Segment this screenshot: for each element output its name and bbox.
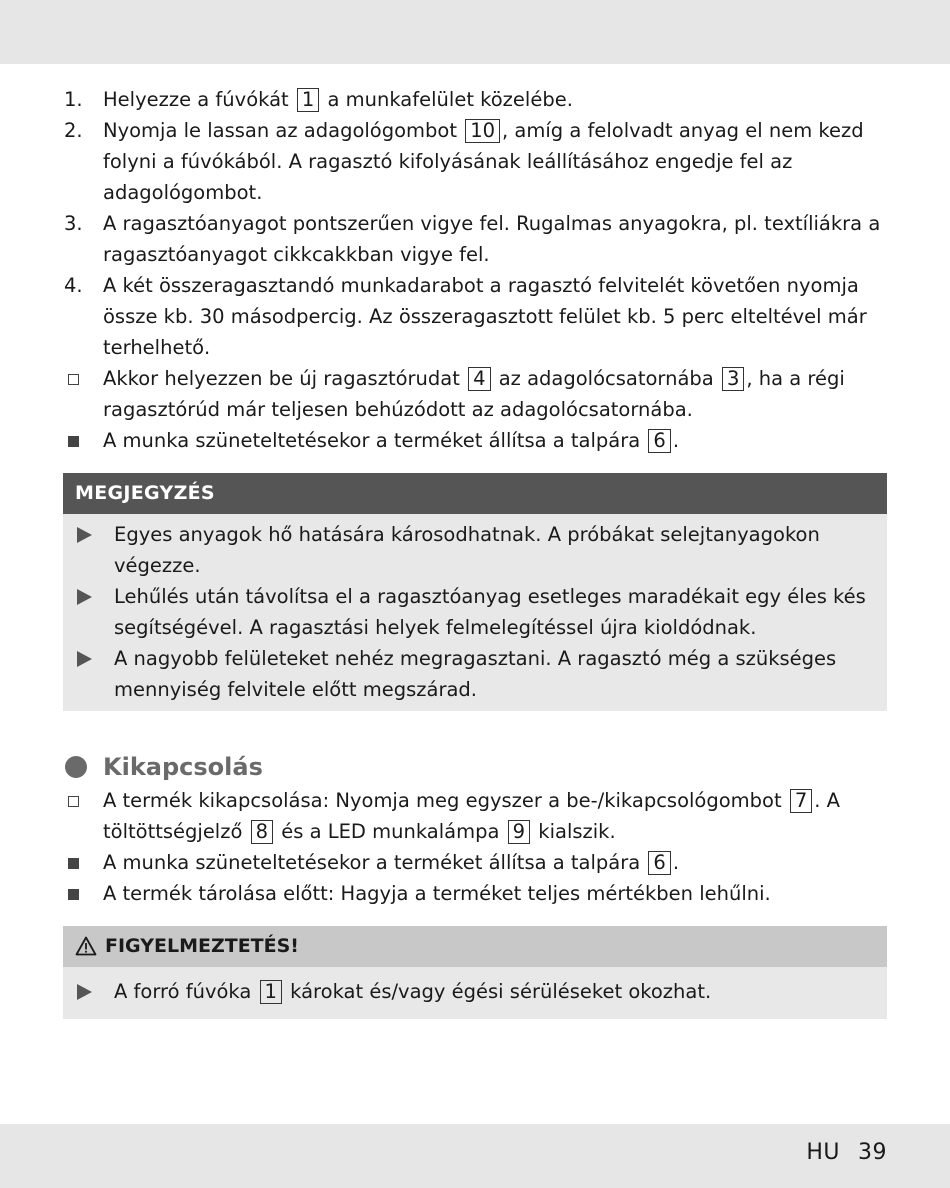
warning-title: FIGYELMEZTETÉS! bbox=[105, 935, 299, 957]
step-number: 4. bbox=[64, 274, 83, 297]
checkbox-square-icon bbox=[68, 374, 79, 385]
page-content bbox=[63, 84, 887, 1019]
note-text: Egyes anyagok hő hatására károsodhatnak. A próbákat selejtanyagokon végezze. bbox=[114, 523, 820, 577]
step-text: , amíg a felolvadt anyag el nem kezd folyni a fúvókából. A ragasztó kifolyásának leállításához engedje fel az adagológombot. bbox=[103, 119, 864, 204]
step-text: Nyomja le lassan az adagológombot bbox=[103, 119, 457, 142]
bullet-text: és a LED munkalámpa bbox=[281, 820, 500, 843]
bullet-text: Akkor helyezzen be új ragasztórudat bbox=[103, 367, 460, 390]
language-code: HU bbox=[806, 1140, 840, 1165]
part-ref: 1 bbox=[297, 88, 319, 112]
bullet-text: . bbox=[672, 429, 680, 452]
part-ref: 10 bbox=[465, 119, 500, 143]
step-number: 2. bbox=[64, 119, 83, 142]
note-text: A nagyobb felületeket nehéz megragasztani. A ragasztó még a szükséges mennyiség felvitele előtt megszárad. bbox=[114, 647, 837, 701]
triangle-right-icon bbox=[77, 651, 92, 667]
warning-header bbox=[63, 926, 887, 967]
step-text: Helyezze a fúvókát bbox=[103, 88, 289, 111]
bullet-text: A munka szüneteltetésekor a terméket állítsa a talpára bbox=[103, 429, 641, 452]
bullet-text: . A töltöttségjelző bbox=[103, 789, 840, 843]
step-2 bbox=[63, 115, 887, 208]
part-ref: 6 bbox=[648, 429, 670, 453]
warning-box bbox=[63, 926, 887, 1019]
part-ref: 1 bbox=[260, 980, 282, 1004]
triangle-right-icon bbox=[77, 984, 92, 1000]
section-heading bbox=[63, 749, 887, 785]
note-item bbox=[63, 581, 887, 643]
part-ref: 6 bbox=[648, 851, 670, 875]
triangle-right-icon bbox=[77, 589, 92, 605]
bullet-item bbox=[63, 785, 887, 847]
note-text: Lehűlés után távolítsa el a ragasztóanyag esetleges maradékait egy éles kés segítségével. A ragasztási helyek felmelegítéssel újra kioldódnak. bbox=[114, 585, 866, 639]
section-title: Kikapcsolás bbox=[103, 753, 263, 781]
bullet-text: az adagolócsatornába bbox=[498, 367, 714, 390]
part-ref: 7 bbox=[790, 789, 812, 813]
step-text: a munkafelület közelébe. bbox=[327, 88, 573, 111]
bullet-item bbox=[63, 363, 887, 425]
checkbox-square-icon bbox=[68, 796, 79, 807]
warning-text: károkat és/vagy égési sérüléseket okozhat. bbox=[290, 980, 712, 1003]
bullet-text: kialszik. bbox=[538, 820, 616, 843]
step-1 bbox=[63, 84, 887, 115]
step-text: A ragasztóanyagot pontszerűen vigye fel. Rugalmas anyagokra, pl. textíliákra a ragasztóanyagot cikkcakkban vigye fel. bbox=[103, 212, 881, 266]
bullet-text: A termék tárolása előtt: Hagyja a terméket teljes mértékben lehűlni. bbox=[103, 882, 771, 905]
note-title: MEGJEGYZÉS bbox=[63, 473, 887, 514]
filled-square-icon bbox=[68, 889, 79, 900]
step-text: A két összeragasztandó munkadarabot a ragasztó felvitelét követően nyomja össze kb. 30 másodpercig. Az összeragasztott felület kb. 5 perc elteltével már terhelhető. bbox=[103, 274, 867, 359]
filled-square-icon bbox=[68, 858, 79, 869]
bullet-text: A termék kikapcsolása: Nyomja meg egyszer a be-/kikapcsológombot bbox=[103, 789, 782, 812]
page-number: 39 bbox=[858, 1140, 887, 1165]
filled-square-icon bbox=[68, 436, 79, 447]
part-ref: 8 bbox=[251, 820, 273, 844]
step-3 bbox=[63, 208, 887, 270]
bullet-text: , ha a régi ragasztórúd már teljesen behúzódott az adagolócsatornába. bbox=[103, 367, 845, 421]
note-item bbox=[63, 519, 887, 581]
step-number: 1. bbox=[64, 88, 83, 111]
note-item bbox=[63, 643, 887, 705]
triangle-right-icon bbox=[77, 527, 92, 543]
bullet-text: . bbox=[672, 851, 680, 874]
warning-item bbox=[63, 976, 887, 1007]
warning-triangle-icon bbox=[75, 936, 97, 956]
part-ref: 4 bbox=[468, 367, 490, 391]
part-ref: 9 bbox=[508, 820, 530, 844]
bullet-item bbox=[63, 425, 887, 456]
page-footer bbox=[806, 1140, 887, 1165]
bullet-circle-icon bbox=[65, 756, 87, 778]
step-number: 3. bbox=[64, 212, 83, 235]
note-box bbox=[63, 473, 887, 711]
warning-text: A forró fúvóka bbox=[114, 980, 252, 1003]
bullet-text: A munka szüneteltetésekor a terméket állítsa a talpára bbox=[103, 851, 641, 874]
bullet-item bbox=[63, 878, 887, 909]
part-ref: 3 bbox=[722, 367, 744, 391]
step-4 bbox=[63, 270, 887, 363]
header-band bbox=[0, 0, 950, 64]
bullet-item bbox=[63, 847, 887, 878]
